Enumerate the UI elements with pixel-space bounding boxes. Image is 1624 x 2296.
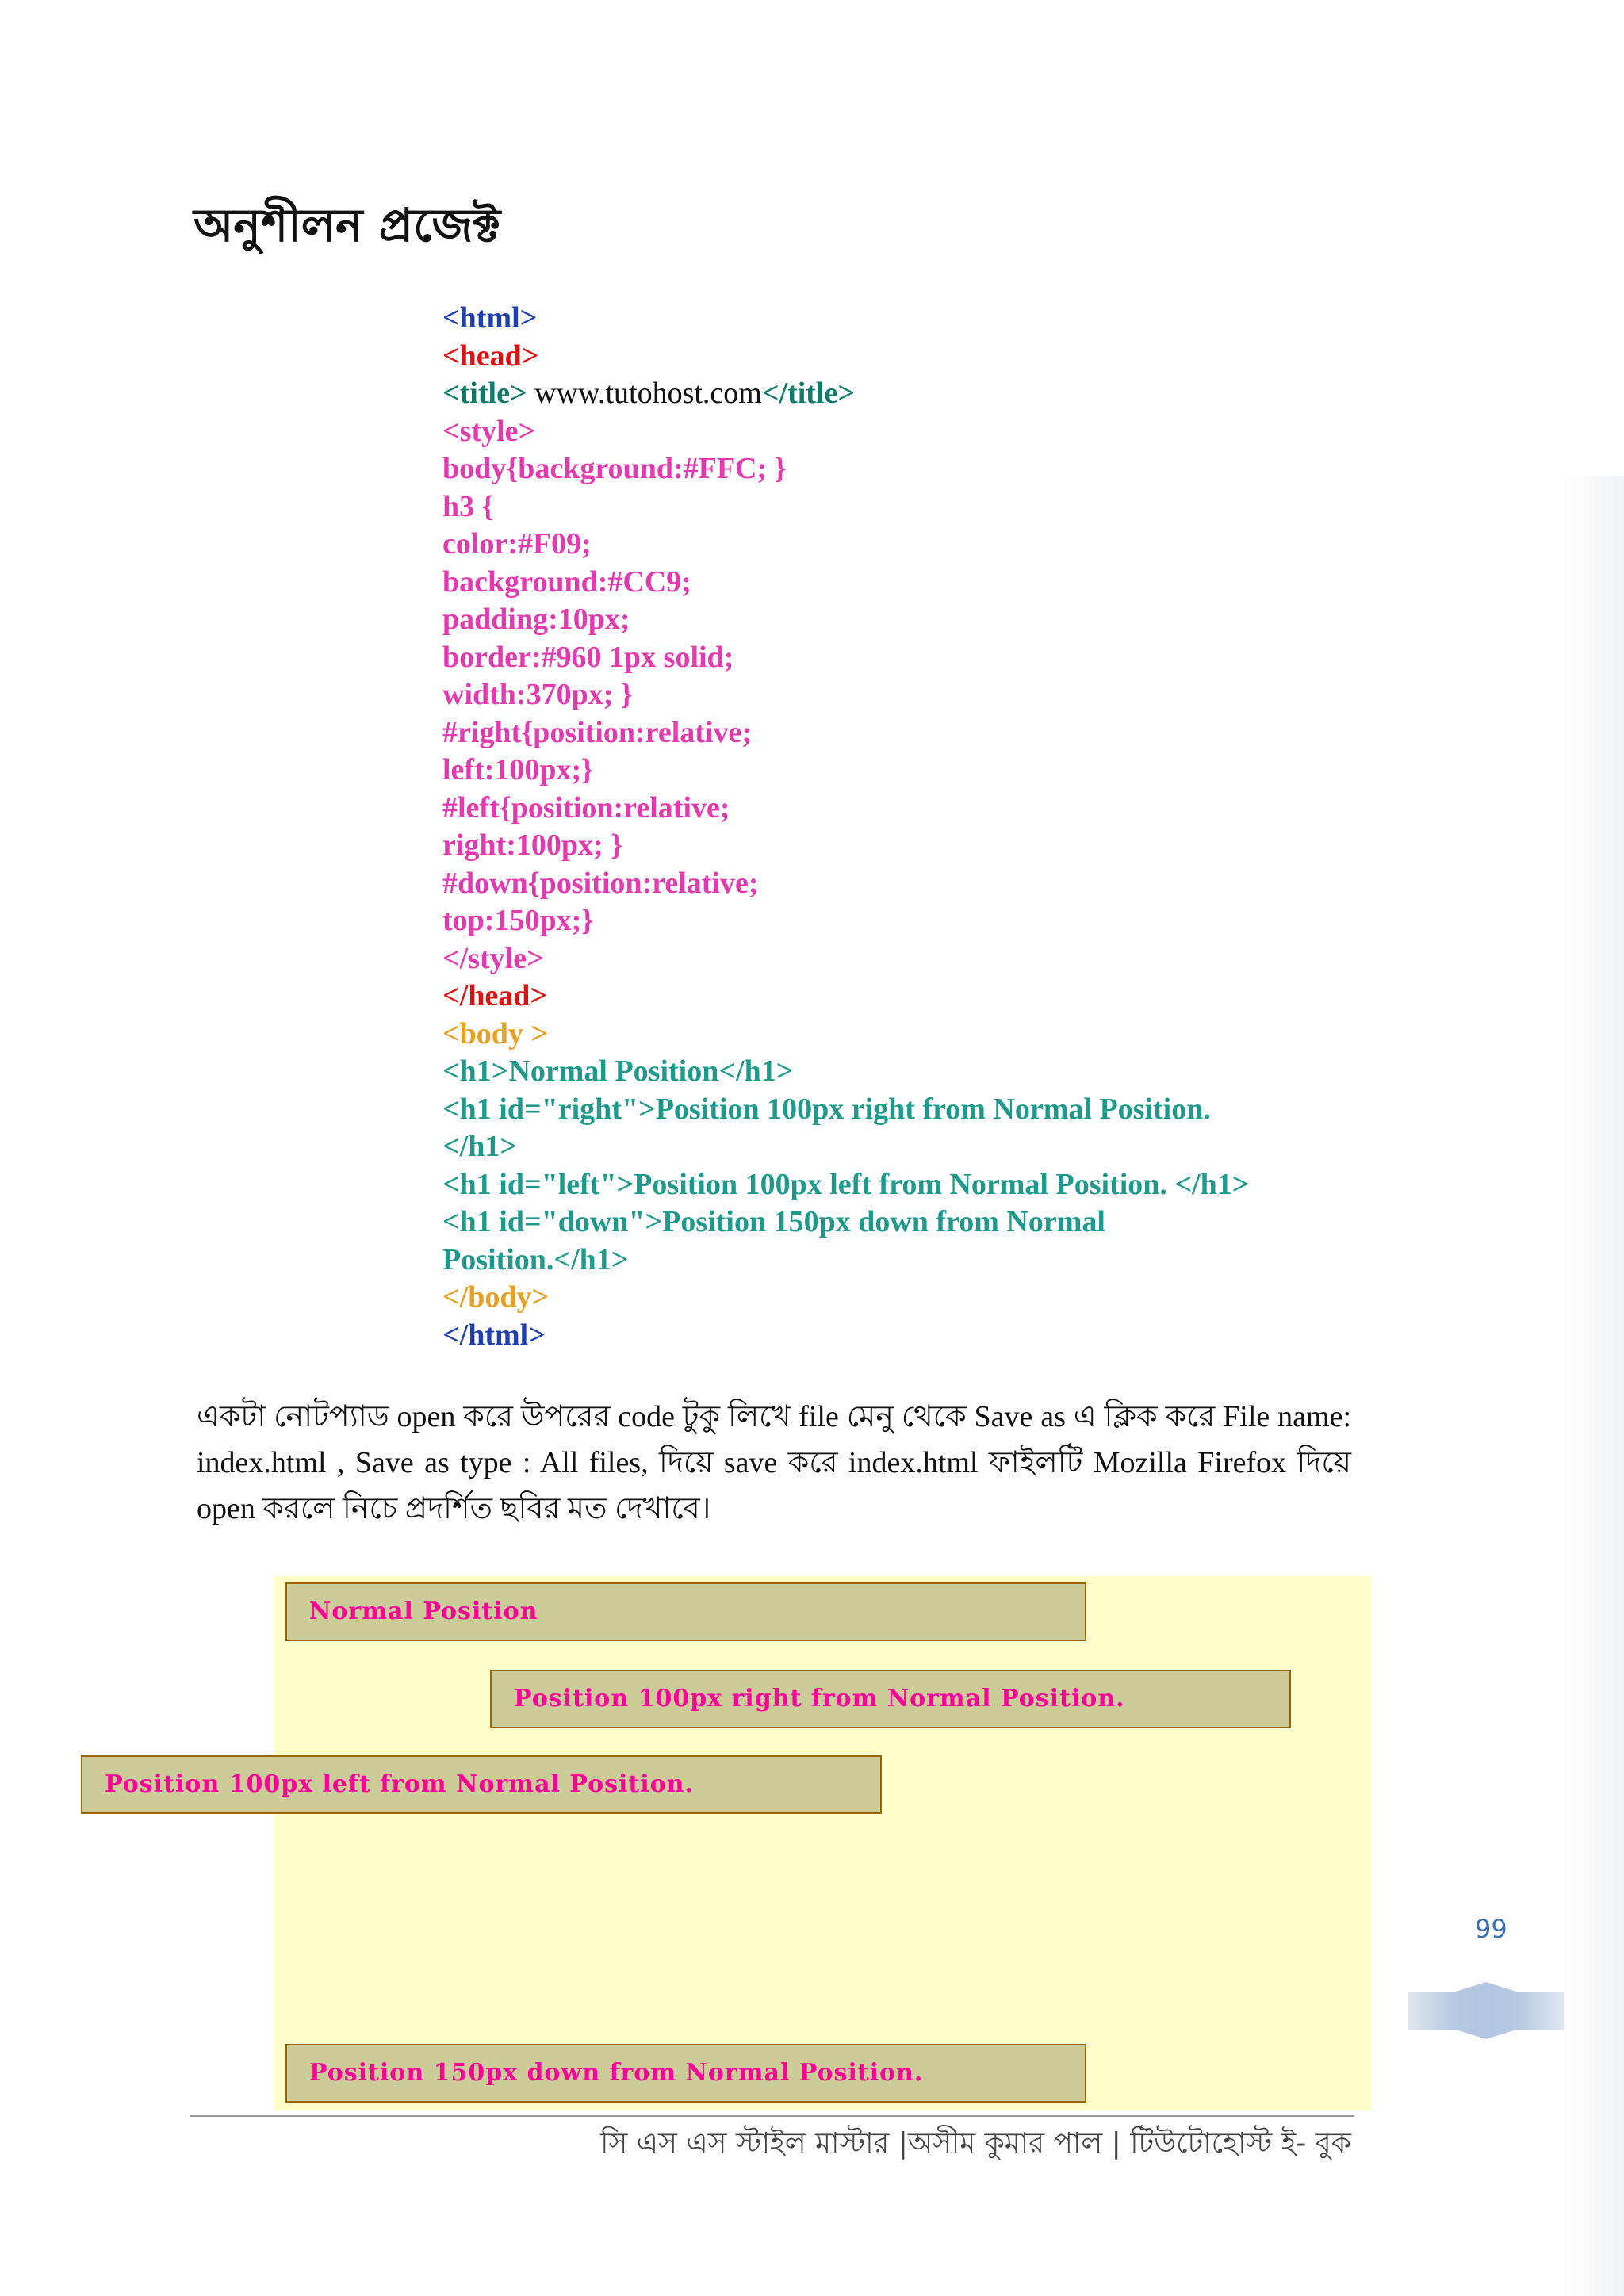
code-line [442, 375, 1249, 413]
code-listing [442, 300, 1249, 1354]
instruction-paragraph [197, 1394, 1351, 1532]
code-line: body{background:#FFC; } [442, 452, 787, 485]
code-line: <h1 id="left">Position 100px left from Normal Position. </h1> [442, 1167, 1250, 1201]
code-text: www.tutohost.com [527, 377, 762, 410]
code-line: background:#CC9; [442, 564, 691, 599]
code-line: <head> [442, 339, 539, 373]
browser-preview-screenshot [105, 1576, 1372, 2110]
page-number: 99 [1475, 1914, 1507, 1944]
code-line: <h1>Normal Position</h1> [442, 1054, 794, 1088]
code-line: #right{position:relative; [442, 715, 753, 749]
footer-text: সি এস এস স্টাইল মাস্টার |অসীম কুমার পাল | টিউটোহোস্ট ই- বুক [600, 2127, 1351, 2160]
code-line: </body> [442, 1280, 550, 1314]
code-line: <html> [442, 301, 538, 335]
decorative-banner-icon [1408, 1982, 1564, 2039]
code-line: border:#960 1px solid; [442, 640, 734, 674]
code-line: <style> [442, 414, 536, 448]
code-line: #left{position:relative; [442, 790, 730, 825]
code-tag: <title> [442, 377, 527, 410]
code-line: <h1 id="right">Position 100px right from Normal Position. [442, 1092, 1211, 1126]
code-tag: </title> [761, 377, 856, 410]
code-line: <body > [442, 1016, 549, 1050]
code-line: width:370px; } [442, 678, 633, 711]
page-heading: অনুশীলন প্রজেক্ট [193, 198, 501, 252]
code-line: color:#F09; [442, 527, 592, 561]
box-left-position [81, 1755, 882, 1814]
footer-rule [190, 2115, 1354, 2117]
code-line: </style> [442, 941, 544, 975]
code-line: </html> [442, 1318, 546, 1352]
code-line: padding:10px; [442, 603, 630, 636]
code-line: </h1> [442, 1130, 517, 1163]
code-line: h3 { [442, 489, 494, 523]
code-line: #down{position:relative; [442, 866, 759, 900]
box-right-position: Position 100px right from Normal Position. [490, 1670, 1291, 1728]
paragraph-text: একটা নোটপ্যাড open করে উপরের code টুকু লিখে file মেনু থেকে Save as এ ক্লিক করে File name: index.html , Save as type : All files, দিয়ে save করে index.html ফাইলটি Mozilla Firefox দিয়ে open করলে নিচে প্রদর্শিত ছবির মত দেখাবে। [197, 1400, 1351, 1525]
box-down-position: Position 150px down from Normal Position. [285, 2044, 1086, 2103]
code-line: left:100px;} [442, 753, 594, 786]
box-left-text: Position 100px left from Normal Position. [105, 1770, 694, 1798]
code-line: Position.</h1> [442, 1242, 629, 1276]
box-normal-position: Normal Position [285, 1582, 1086, 1641]
code-line: <h1 id="down">Position 150px down from Normal [442, 1205, 1105, 1238]
code-line: top:150px;} [442, 904, 594, 937]
code-line: right:100px; } [442, 828, 623, 862]
code-line: </head> [442, 979, 547, 1012]
page-edge-shade [1561, 476, 1624, 2296]
